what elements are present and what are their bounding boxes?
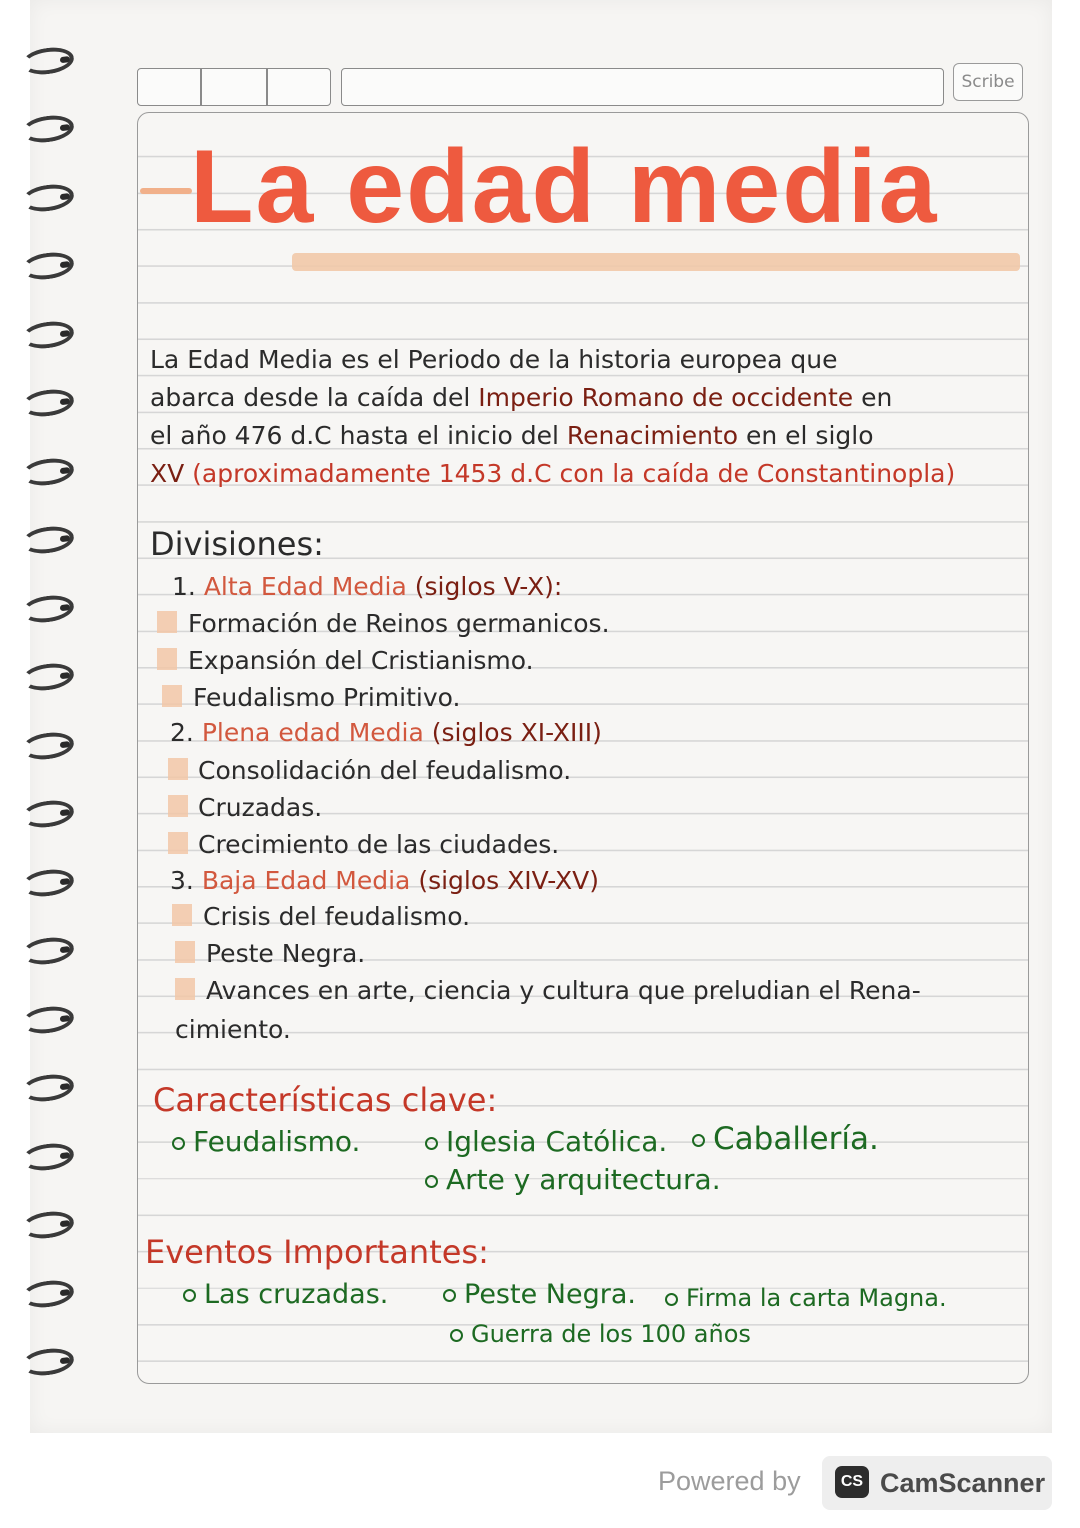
highlight-square [162, 685, 182, 707]
intro-line [150, 457, 955, 491]
camscanner-name: CamScanner [880, 1468, 1046, 1498]
text-segment: abarca desde la caída del [150, 383, 479, 412]
division-title [170, 864, 599, 898]
division-title [170, 716, 602, 750]
text-segment: La Edad Media es el Periodo de la historia europea que [150, 345, 838, 374]
characteristic-item: Caballería. [692, 1122, 879, 1156]
title-dash [140, 188, 192, 194]
text-segment: (siglos XI-XIII) [423, 718, 602, 747]
highlight-square [172, 904, 192, 926]
division-item [206, 937, 365, 971]
text-segment: 3. [170, 866, 202, 895]
division-item [203, 900, 470, 934]
header-title-box [341, 68, 944, 106]
division-item [193, 681, 460, 715]
text-segment: Baja Edad Media [201, 866, 411, 895]
text-segment: Expansión del Cristianismo. [188, 646, 534, 675]
division-item [198, 791, 322, 825]
text-segment: Renacimiento [566, 421, 739, 450]
text-segment: Consolidación del feudalismo. [198, 756, 572, 785]
scribe-logo: Scribe [953, 63, 1023, 101]
text-segment: (aproximadamente 1453 d.C con la caída de Constantinopla) [184, 459, 956, 488]
highlight-square [175, 941, 195, 963]
highlight-square [168, 758, 188, 780]
title-underline [292, 253, 1020, 271]
highlight-square [157, 611, 177, 633]
event-item: Firma la carta Magna. [665, 1281, 947, 1315]
characteristic-item: Feudalismo. [172, 1125, 360, 1159]
intro-line [150, 343, 838, 377]
highlight-square [168, 795, 188, 817]
text-segment: Feudalismo Primitivo. [193, 683, 461, 712]
divisions-heading: Divisiones: [150, 525, 324, 563]
event-item: Peste Negra. [443, 1278, 636, 1312]
text-segment: Imperio Romano de occidente [478, 383, 854, 412]
division-item [198, 754, 571, 788]
text-segment: XV [150, 459, 185, 488]
events-heading: Eventos Importantes: [145, 1233, 489, 1271]
intro-line [150, 419, 874, 453]
text-segment: cimiento. [175, 1015, 291, 1044]
text-segment: Plena edad Media [201, 718, 424, 747]
text-segment: Alta Edad Media [203, 572, 407, 601]
division-title [172, 570, 562, 604]
division-item [188, 644, 534, 678]
text-segment: (siglos XIV-XV) [410, 866, 600, 895]
highlight-square [157, 648, 177, 670]
text-segment: Formación de Reinos germanicos. [188, 609, 610, 638]
page-title: La edad media [190, 129, 939, 245]
powered-by-label: Powered by [658, 1466, 801, 1496]
highlight-square [168, 832, 188, 854]
division-item [206, 974, 921, 1008]
event-item: Las cruzadas. [183, 1278, 388, 1312]
text-segment: Crisis del feudalismo. [203, 902, 471, 931]
text-segment: Peste Negra. [206, 939, 366, 968]
characteristic-item: Iglesia Católica. [425, 1125, 667, 1159]
highlight-square [175, 978, 195, 1000]
text-segment: el año 476 d.C hasta el inicio del [150, 421, 567, 450]
division-item [188, 607, 610, 641]
text-segment: Crecimiento de las ciudades. [198, 830, 560, 859]
text-segment: en el siglo [738, 421, 874, 450]
event-item: Guerra de los 100 años [450, 1317, 751, 1351]
text-segment: Cruzadas. [198, 793, 323, 822]
date-box [137, 68, 331, 106]
text-segment: 2. [170, 718, 202, 747]
text-segment: (siglos V-X): [406, 572, 563, 601]
text-segment: Avances en arte, ciencia y cultura que preludian el Rena- [206, 976, 921, 1005]
intro-line [150, 381, 892, 415]
camscanner-logo-icon: CS [835, 1466, 869, 1498]
characteristic-item: Arte y arquitectura. [425, 1163, 721, 1197]
text-segment: en [853, 383, 893, 412]
text-segment: 1. [172, 572, 204, 601]
division-item [198, 828, 559, 862]
characteristics-heading: Características clave: [153, 1081, 498, 1119]
division-item [175, 1013, 291, 1047]
